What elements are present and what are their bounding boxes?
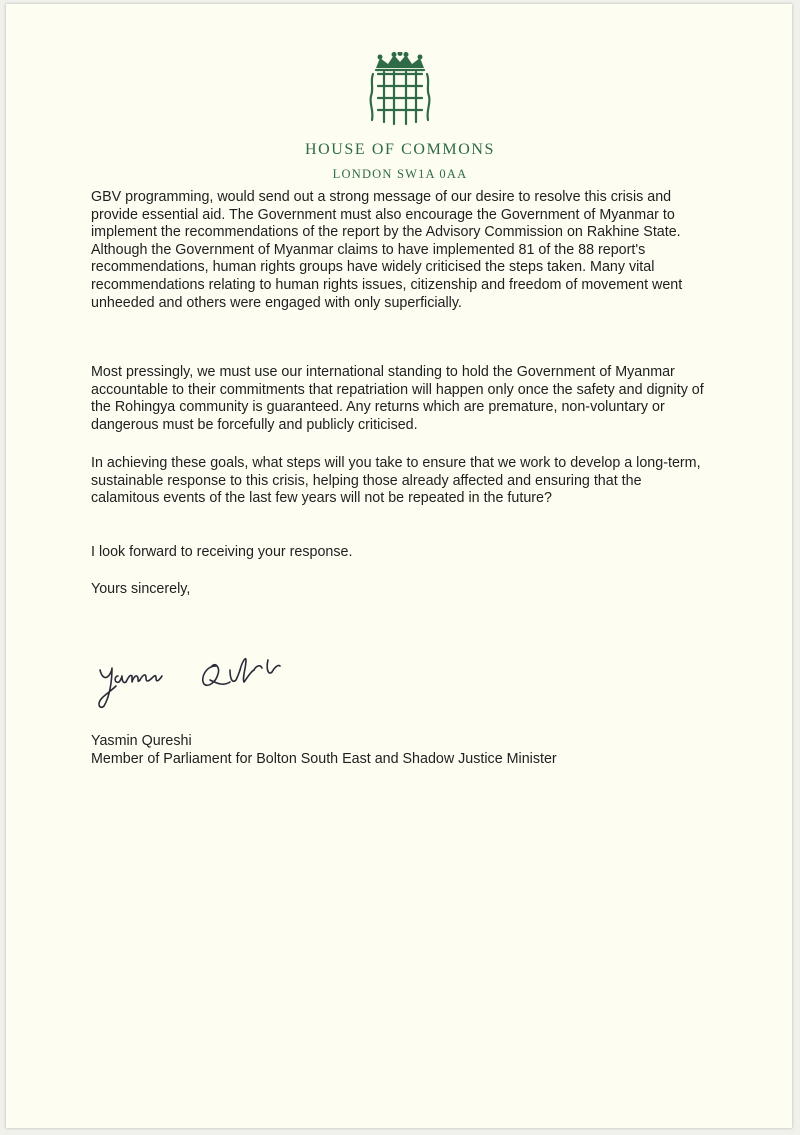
- body-paragraph-4: I look forward to receiving your response.: [91, 544, 353, 560]
- letterhead-address: LONDON SW1A 0AA: [332, 167, 468, 181]
- portcullis-icon: [368, 52, 432, 128]
- closing-salutation: Yours sincerely,: [91, 581, 191, 597]
- signatory-role: Member of Parliament for Bolton South East and Shadow Justice Minister: [91, 751, 557, 767]
- body-paragraph-3: In achieving these goals, what steps will you take to ensure that we work to develop a long-term, sustainable response to this crisis, helping those already affected and ensuring that the calamitous events of the last few years will not be repeated in the future?: [91, 455, 701, 507]
- body-paragraph-1: GBV programming, would send out a strong message of our desire to resolve this crisis and provide essential aid. The Government must also encourage the Government of Myanmar to implement the recommendations of the report by the Advisory Commission on Rakhine State. Although the Government of Myanmar claims to have implemented 81 of the 88 report's recommendations, human rights groups have widely criticised the steps taken. Many vital recommendations relating to human rights issues, citizenship and freedom of movement went unheeded and others were engaged with only superficially.: [91, 189, 683, 311]
- signatory-name: Yasmin Qureshi: [91, 733, 192, 749]
- body-paragraph-2: Most pressingly, we must use our international standing to hold the Government of Myanmar accountable to their commitments that repatriation will happen only once the safety and dignity of the Rohingya community is guaranteed. Any returns which are premature, non-voluntary or dangerous must be forcefully and publicly criticised.: [91, 364, 704, 433]
- handwritten-signature: [90, 640, 310, 710]
- letterhead-title: HOUSE OF COMMONS: [304, 141, 496, 158]
